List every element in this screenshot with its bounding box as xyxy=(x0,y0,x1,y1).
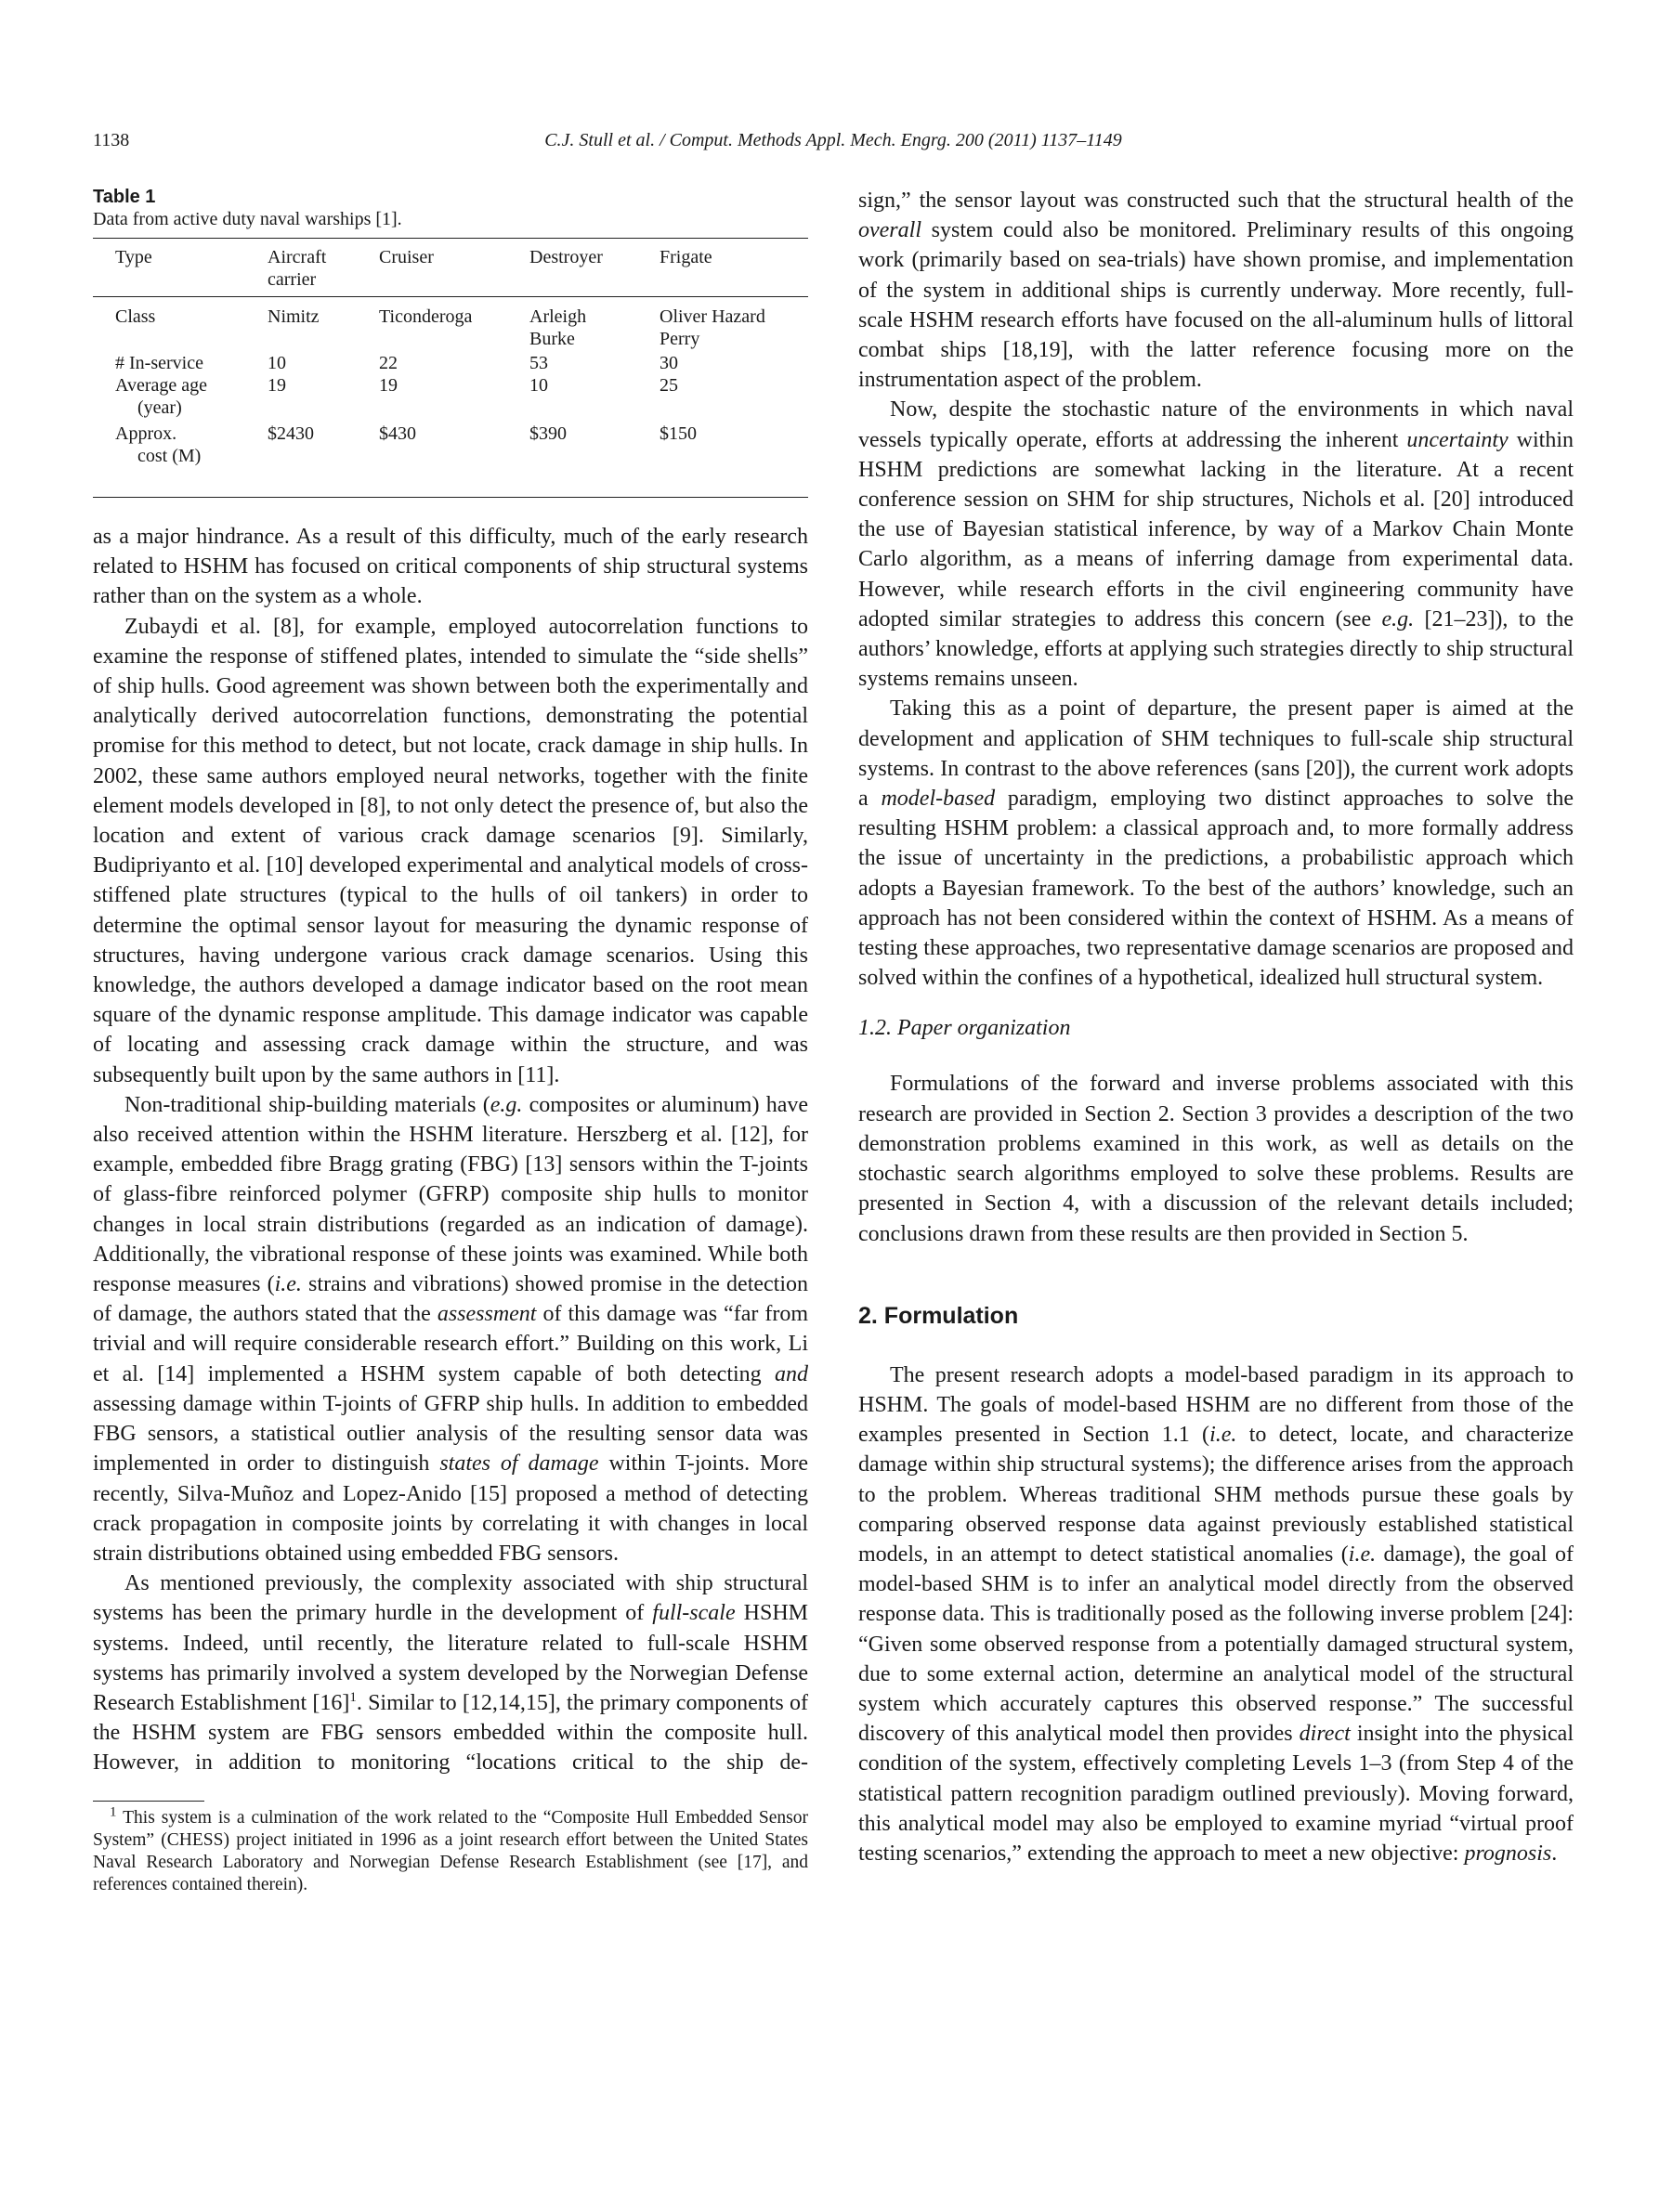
table-row-key: Average age (year) xyxy=(115,375,208,418)
table-cell: $2430 xyxy=(268,423,314,444)
paragraph: Formulations of the forward and inverse problems associated with this research are provided in Section 2. Section 3 provides a description of the two demonstration problems examined in this work, as well as details on the stochastic search algorithms employed to solve these problems. Results are presented in Section 4, with a discussion of the relevant details included; conclusions drawn from these results are then provided in Section 5. xyxy=(858,1072,1574,1246)
table-row-key: # In-service xyxy=(115,353,203,373)
table-header-cruiser: Cruiser xyxy=(379,247,434,267)
data-table xyxy=(93,238,808,498)
table-cell: Arleigh Burke xyxy=(529,306,587,349)
page-number: 1138 xyxy=(93,130,130,150)
paragraph: Now, despite the stochastic nature of the environments in which naval vessels typically operate, efforts at addressing the inherent uncertainty within HSHM predictions are somewhat lacking in the literature. At a recent conference session on SHM for ship structures, Nichols et al. [20] introduced the use of Bayesian statistical inference, by way of a Markov Chain Monte Carlo algorithm, as a means of inferring damage from experimental data. However, while research efforts in the civil engineering community have adopted similar strategies to address this concern (see e.g. [21–23]), to the authors’ knowledge, efforts at applying such strategies directly to ship structural systems remains unseen. xyxy=(858,397,1574,692)
table-cell: $390 xyxy=(529,423,567,444)
running-header xyxy=(93,130,1574,158)
table-header-frigate: Frigate xyxy=(660,247,712,267)
table-cell: Oliver Hazard Perry xyxy=(660,306,765,349)
table-header-type: Type xyxy=(115,247,152,267)
table-cell: 19 xyxy=(268,375,286,396)
table-cell: 19 xyxy=(379,375,398,396)
section-heading-1-2: 1.2. Paper organization xyxy=(858,1016,1071,1041)
paragraph: Zubaydi et al. [8], for example, employed autocorrelation functions to examine the response of stiffened plates, intended to simulate the “side shells” of ship hulls. Good agreement was shown between both the experimentally and analytically derived autocorrelation functions, demonstrating the potential promise for this method to detect, but not locate, crack damage in ship hulls. In 2002, these same authors employed neural networks, together with the finite element models developed in [8], to not only detect the presence of, but also the location and extent of various crack damage scenarios [9]. Similarly, Budipriyanto et al. [10] developed experimental and analytical models of cross-stiffened plate structures (typical to the hulls of oil tankers) in order to determine the optimal sensor layout for measuring the dynamic response of structures, having undergone various crack damage scenarios. Using this knowledge, the authors developed a damage indicator based on the root mean square of the dynamic response amplitude. This damage indicator was capable of locating and assessing crack damage within the structure, and was subsequently built upon by the same authors in [11]. xyxy=(93,614,808,1087)
paragraph: as a major hindrance. As a result of this difficulty, much of the early research related to HSHM has focused on critical components of ship structural systems rather than on the system as a whole. xyxy=(93,525,808,609)
table-cell: 22 xyxy=(379,353,398,373)
footnote-rule xyxy=(93,1801,204,1802)
footnote-reference: 1 xyxy=(349,1689,357,1705)
left-column xyxy=(93,186,808,1896)
table-cell: 30 xyxy=(660,353,678,373)
table-header-aircraft-carrier: Aircraft carrier xyxy=(268,247,327,290)
footnote: $^1$ This system is a culmination of the work related to the “Composite Hull Embedded Sensor System” (CHESS) project initiated in 1996 as a joint research effort between the United States Naval Research Laboratory and Norwegian Defense Research Establishment (see [17], and references contained therein). xyxy=(93,1804,808,1894)
table-caption xyxy=(93,186,808,230)
table-cell: 10 xyxy=(529,375,548,396)
table-cell: $150 xyxy=(660,423,697,444)
paragraph: As mentioned previously, the complexity associated with ship structural systems has been the primary hurdle in the development of full-scale HSHM systems. Indeed, until recently, the literature related to full-scale HSHM systems has primarily involved a system developed by the Norwegian Defense Research Establishment $[16]^1$. Similar to [12,14,15], the primary components of the HSHM system are FBG sensors embedded within the composite hull. However, in addition to monitoring “locations critical to the ship de- xyxy=(93,1571,808,1776)
table-cell: $430 xyxy=(379,423,416,444)
table-cell: 10 xyxy=(268,353,286,373)
paragraph: Non-traditional ship-building materials (e.g. composites or aluminum) have also received attention within the HSHM literature. Herszberg et al. [12], for example, embedded fibre Bragg grating (FBG) [13] sensors within the T-joints of glass-fibre reinforced polymer (GFRP) composite ship hulls to monitor changes in local strain distributions (regarded as an indication of damage). Additionally, the vibrational response of these joints was examined. While both response measures (i.e. strains and vibrations) showed promise in the detection of damage, the authors stated that the assessment of this damage was “far from trivial and will require considerable research effort.” Building on this work, Li et al. [14] implemented a HSHM system capable of both detecting and assessing damage within T-joints of GFRP ship hulls. In addition to embedded FBG sensors, a statistical outlier analysis of the resulting sensor data was implemented in order to distinguish states of damage within T-joints. More recently, Silva-Muñoz and Lopez-Anido [15] proposed a method of detecting crack propagation in composite joints by correlating it with changes in local strain distributions obtained using embedded FBG sensors. xyxy=(93,1092,809,1566)
table-cell: 53 xyxy=(529,353,548,373)
table-cell: Ticonderoga xyxy=(379,306,473,327)
table-cell: 25 xyxy=(660,375,678,396)
table-row-key: Class xyxy=(115,306,156,327)
paragraph: Taking this as a point of departure, the present paper is aimed at the development and application of SHM techniques to full-scale ship structural systems. In contrast to the above references (sans [20]), the current work adopts a model-based paradigm, employing two distinct approaches to solve the resulting HSHM problem: a classical approach and, to more formally address the issue of uncertainty in the predictions, a probabilistic approach which adopts a Bayesian framework. To the best of the authors’ knowledge, such an approach has not been considered within the context of HSHM. As a means of testing these approaches, two representative damage scenarios are proposed and solved within the confines of a hypothetical, idealized hull structural system. xyxy=(858,696,1574,991)
section-heading-2: 2. Formulation xyxy=(858,1302,1019,1329)
table-header-destroyer: Destroyer xyxy=(529,247,603,267)
paragraph: The present research adopts a model-based paradigm in its approach to HSHM. The goals of model-based HSHM are no different from those of the examples presented in Section 1.1 (i.e. to detect, locate, and characterize damage within ship structural systems); the difference arises from the approach to the problem. Whereas traditional SHM methods pursue these goals by comparing observed response data against previously established statistical models, in an attempt to detect statistical anomalies (i.e. damage), the goal of model-based SHM is to infer an analytical model directly from the observed response data. This is traditionally posed as the following inverse problem [24]: “Given some observed response from a potentially damaged structural system, due to some external action, determine an analytical model of the structural system which accurately captures this observed response.” The successful discovery of this analytical model then provides direct insight into the physical condition of the system, effectively completing Levels 1–3 (from Step 4 of the statistical pattern recognition paradigm outlined previously). Moving forward, this analytical model may also be employed to examine myriad “virtual proof testing scenarios,” extending the approach to meet a new objective: prognosis. xyxy=(858,1362,1574,1866)
table-header-rule xyxy=(93,296,808,297)
table-caption-text: Data from active duty naval warships [1]. xyxy=(93,209,402,229)
journal-citation: C.J. Stull et al. / Comput. Methods Appl. Mech. Engrg. 200 (2011) 1137–1149 xyxy=(544,130,1122,150)
right-column xyxy=(858,186,1574,1868)
table-row-key: Approx. cost (M) xyxy=(115,423,202,466)
table-cell: Nimitz xyxy=(268,306,320,327)
paragraph: sign,” the sensor layout was constructed such that the structural health of the overall system could also be monitored. Preliminary results of this ongoing work (primarily based on sea-trials) have shown promise, and implementation of the system in additional ships is currently underway. More recently, full-scale HSHM research efforts have focused on the all-aluminum hulls of littoral combat ships [18,19], with the latter reference focusing more on the instrumentation aspect of the problem. xyxy=(858,189,1574,393)
table-label: Table 1 xyxy=(93,187,156,207)
